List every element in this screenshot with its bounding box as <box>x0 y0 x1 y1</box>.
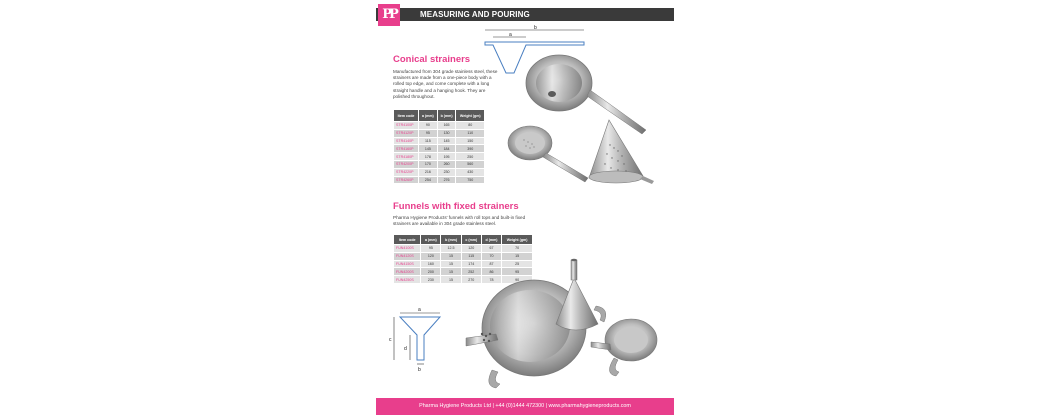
funnels-title: Funnels with fixed strainers <box>393 201 519 212</box>
cell: 270 <box>461 276 481 284</box>
cell: 430 <box>456 168 485 176</box>
table-row <box>394 245 533 253</box>
large-funnel-handle <box>489 370 500 388</box>
column-header: Item code <box>394 235 421 245</box>
cell: 67 <box>481 245 501 253</box>
funnel-diagram <box>388 304 448 372</box>
item-code: FUN4100S <box>394 245 421 253</box>
conical-strainers-table <box>393 109 485 184</box>
dimension-label-b: b <box>534 25 537 31</box>
table-row <box>394 145 485 153</box>
cell: 145 <box>437 137 456 145</box>
cell: 15 <box>441 268 461 276</box>
cell: 230 <box>421 276 441 284</box>
cell: 78 <box>481 276 501 284</box>
item-code: STR4160P <box>394 145 419 153</box>
table-row <box>394 160 485 168</box>
cell: 70 <box>502 245 533 253</box>
cell: 184 <box>437 145 456 153</box>
cell: 216 <box>419 168 438 176</box>
page-title: MEASURING AND POURING <box>420 10 530 19</box>
cell: 87 <box>481 260 501 268</box>
cell: 276 <box>437 176 456 184</box>
cell: 178 <box>419 153 438 161</box>
dimension-label-b: b <box>418 367 421 372</box>
cell: 15 <box>502 252 533 260</box>
item-code: STR4180P <box>394 153 419 161</box>
column-header: b (mm) <box>437 110 456 122</box>
cell: 160 <box>421 260 441 268</box>
table-row <box>394 129 485 137</box>
dimension-label-a: a <box>418 307 421 313</box>
footer-contact-bar: Pharma Hygiene Products Ltd | +44 (0)1444 472300 | www.pharmahygieneproducts.com <box>376 398 674 415</box>
cell: 15 <box>441 252 461 260</box>
cell: 90 <box>419 122 438 130</box>
dimension-label-a: a <box>509 32 512 38</box>
table-header-row <box>394 110 485 122</box>
cell: 150 <box>456 137 485 145</box>
column-header: c (mm) <box>461 235 481 245</box>
item-code: FUN4120S <box>394 252 421 260</box>
cell: 95 <box>421 245 441 253</box>
item-code: FUN4200S <box>394 268 421 276</box>
catalog-page <box>376 0 674 415</box>
large-strainer-handle <box>587 90 646 134</box>
cell: 110 <box>456 129 485 137</box>
conical-strainers-description: Manufactured from 304 grade stainless steel, these strainers are made from a one-piece body with a rolled top edge, and come complete with a long straight handle and a hanging hook. They are polished throughout. <box>393 69 498 99</box>
cell: 130 <box>437 129 456 137</box>
cell: 250 <box>456 153 485 161</box>
cell: 174 <box>461 260 481 268</box>
cell: 120 <box>461 245 481 253</box>
item-code: STR4260P <box>394 176 419 184</box>
item-code: STR4100P <box>394 122 419 130</box>
cell: 90 <box>502 276 533 284</box>
table-row <box>394 153 485 161</box>
cell: 115 <box>461 252 481 260</box>
brand-logo: PP <box>378 4 400 26</box>
item-code: FUN4250S <box>394 276 421 284</box>
cell: 252 <box>461 268 481 276</box>
cell: 80 <box>456 122 485 130</box>
dimension-label-c: c <box>389 337 392 343</box>
table-header-row <box>394 235 533 245</box>
cell: 230 <box>437 168 456 176</box>
cell: 145 <box>419 145 438 153</box>
cell: 115 <box>419 137 438 145</box>
cell: 70 <box>481 252 501 260</box>
cell: 195 <box>437 153 456 161</box>
item-code: FUN4150S <box>394 260 421 268</box>
funnels-description: Pharma Hygiene Products' funnels with roll tops and built-in fixed strainers are available in 304 grade stainless steel. <box>393 215 526 227</box>
cell: 95 <box>419 129 438 137</box>
column-header: Item code <box>394 110 419 122</box>
cell: 95 <box>502 268 533 276</box>
item-code: STR4220P <box>394 168 419 176</box>
cell: 120 <box>421 252 441 260</box>
item-code: STR4120P <box>394 129 419 137</box>
column-header: b (mm) <box>441 235 461 245</box>
cell: 560 <box>456 160 485 168</box>
dimension-label-d: d <box>404 346 407 352</box>
item-code: STR4140P <box>394 137 419 145</box>
cell: 25 <box>502 260 533 268</box>
item-code: STR4200P <box>394 160 419 168</box>
cell: 260 <box>437 160 456 168</box>
table-row <box>394 137 485 145</box>
cell: 390 <box>456 145 485 153</box>
conical-strainers-title: Conical strainers <box>393 54 471 65</box>
funnels-photo <box>464 258 672 396</box>
column-header: d (mm) <box>481 235 501 245</box>
cell: 15 <box>441 276 461 284</box>
table-row <box>394 122 485 130</box>
column-header: Weight (gm) <box>502 235 533 245</box>
cell: 170 <box>419 160 438 168</box>
table-row <box>394 168 485 176</box>
cell: 86 <box>481 268 501 276</box>
cell: 200 <box>421 268 441 276</box>
funnel-profile <box>400 317 440 360</box>
cell: 254 <box>419 176 438 184</box>
cell: 750 <box>456 176 485 184</box>
column-header: a (mm) <box>421 235 441 245</box>
cell: 165 <box>437 122 456 130</box>
small-strainer-handle <box>543 153 588 182</box>
cell: 12.5 <box>441 245 461 253</box>
column-header: Weight (gm) <box>456 110 485 122</box>
conical-strainers-photo <box>506 50 671 190</box>
table-row <box>394 176 485 184</box>
cell: 15 <box>441 260 461 268</box>
column-header: a (mm) <box>419 110 438 122</box>
